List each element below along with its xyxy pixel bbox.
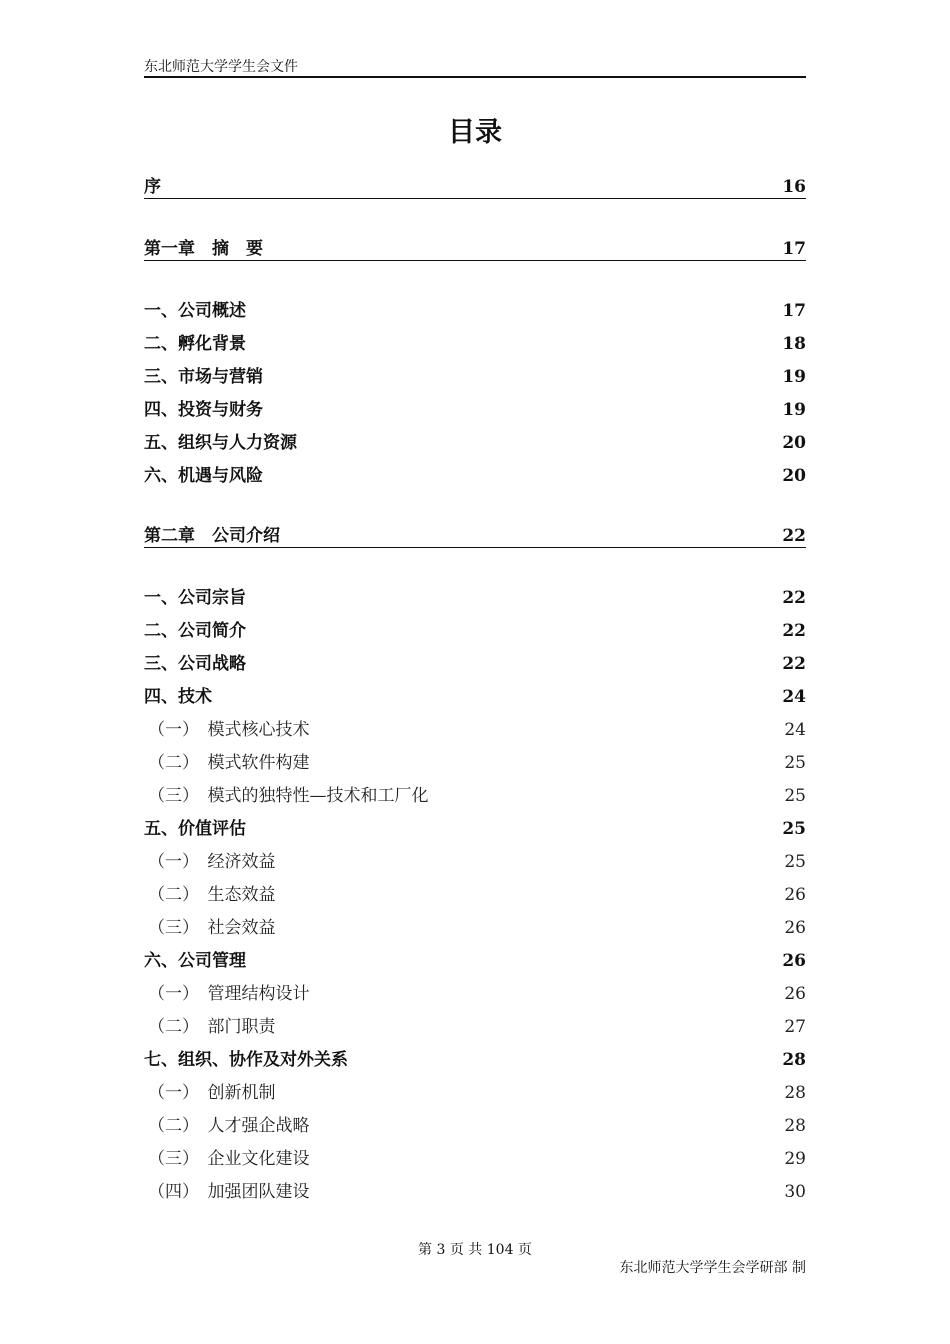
toc-entry-section[interactable] <box>144 296 806 322</box>
toc-entry-label: （三） 模式的独特性—技术和工厂化 <box>148 786 429 806</box>
toc-entry-page-number: 22 <box>782 621 806 641</box>
toc-entry-page-number: 25 <box>782 819 806 839</box>
toc-entry-label: 五、组织与人力资源 <box>144 433 297 453</box>
toc-entry-label: 序 <box>144 177 161 197</box>
toc-entry-page-number: 26 <box>784 918 806 938</box>
toc-entry-label: 七、组织、协作及对外关系 <box>144 1050 348 1070</box>
toc-entry-page-number: 22 <box>782 526 806 546</box>
toc-entry-page-number: 26 <box>782 951 806 971</box>
toc-entry-sub[interactable] <box>144 1144 806 1170</box>
toc-entry-label: （二） 部门职责 <box>148 1017 276 1037</box>
toc-entry-label: 一、公司概述 <box>144 301 246 321</box>
toc-entry-label: 二、孵化背景 <box>144 334 246 354</box>
toc-entry-label: （一） 管理结构设计 <box>148 984 310 1004</box>
toc-entry-label: 六、公司管理 <box>144 951 246 971</box>
toc-entry-page-number: 25 <box>784 753 806 773</box>
toc-entry-page-number: 16 <box>782 177 806 197</box>
toc-entry-section[interactable] <box>144 616 806 642</box>
toc-entry-page-number: 28 <box>784 1116 806 1136</box>
toc-entry-sub[interactable] <box>144 880 806 906</box>
toc-entry-page-number: 24 <box>784 720 806 740</box>
toc-entry-sub[interactable] <box>144 781 806 807</box>
toc-entry-section[interactable] <box>144 682 806 708</box>
page-title: 目录 <box>448 117 502 148</box>
toc-entry-label: 二、公司简介 <box>144 621 246 641</box>
toc-entry-chapter[interactable] <box>144 172 806 199</box>
toc-entry-label: 三、公司战略 <box>144 654 246 674</box>
toc-entry-page-number: 29 <box>784 1149 806 1169</box>
toc-entry-page-number: 19 <box>782 400 806 420</box>
toc-entry-sub[interactable] <box>144 913 806 939</box>
document-header <box>144 58 806 78</box>
toc-entry-label: （二） 生态效益 <box>148 885 276 905</box>
toc-entry-label: （三） 社会效益 <box>148 918 276 938</box>
toc-entry-page-number: 24 <box>782 687 806 707</box>
toc-entry-page-number: 20 <box>782 433 806 453</box>
toc-entry-label: 四、技术 <box>144 687 212 707</box>
footer-page-info: 第 3 页 共 104 页 <box>418 1242 532 1258</box>
toc-entry-label: （一） 经济效益 <box>148 852 276 872</box>
header-text: 东北师范大学学生会文件 <box>144 59 298 75</box>
toc-entry-sub[interactable] <box>144 1177 806 1203</box>
toc-entry-label: 四、投资与财务 <box>144 400 263 420</box>
toc-entry-section[interactable] <box>144 362 806 388</box>
toc-entry-section[interactable] <box>144 329 806 355</box>
toc-entry-page-number: 22 <box>782 654 806 674</box>
toc-entry-page-number: 27 <box>784 1017 806 1037</box>
toc-entry-label: （三） 企业文化建设 <box>148 1149 310 1169</box>
toc-entry-page-number: 30 <box>784 1182 806 1202</box>
toc-entry-section[interactable] <box>144 395 806 421</box>
toc-entry-page-number: 26 <box>784 885 806 905</box>
toc-entry-label: （二） 人才强企战略 <box>148 1116 310 1136</box>
toc-entry-label: 三、市场与营销 <box>144 367 263 387</box>
toc-entry-sub[interactable] <box>144 1012 806 1038</box>
toc-entry-page-number: 25 <box>784 786 806 806</box>
toc-entry-label: （一） 创新机制 <box>148 1083 276 1103</box>
toc-entry-page-number: 25 <box>784 852 806 872</box>
footer-org: 东北师范大学学生会学研部 制 <box>619 1260 806 1276</box>
toc-entry-page-number: 18 <box>782 334 806 354</box>
toc-entry-label: 第一章 摘 要 <box>144 239 263 259</box>
toc-entry-page-number: 28 <box>782 1050 806 1070</box>
toc-entry-chapter[interactable] <box>144 521 806 548</box>
toc-entry-label: 五、价值评估 <box>144 819 246 839</box>
toc-entry-section[interactable] <box>144 814 806 840</box>
toc-entry-page-number: 17 <box>782 239 806 259</box>
toc-entry-section[interactable] <box>144 461 806 487</box>
toc-entry-page-number: 22 <box>782 588 806 608</box>
toc-entry-chapter[interactable] <box>144 234 806 261</box>
toc-entry-section[interactable] <box>144 946 806 972</box>
toc-entry-label: 第二章 公司介绍 <box>144 526 280 546</box>
toc-entry-label: （四） 加强团队建设 <box>148 1182 310 1202</box>
toc-entry-sub[interactable] <box>144 715 806 741</box>
toc-entry-page-number: 19 <box>782 367 806 387</box>
toc-entry-page-number: 28 <box>784 1083 806 1103</box>
toc-entry-page-number: 26 <box>784 984 806 1004</box>
toc-entry-sub[interactable] <box>144 847 806 873</box>
toc-entry-section[interactable] <box>144 583 806 609</box>
toc-entry-sub[interactable] <box>144 1111 806 1137</box>
toc-entry-label: （二） 模式软件构建 <box>148 753 310 773</box>
toc-entry-section[interactable] <box>144 649 806 675</box>
toc-entry-sub[interactable] <box>144 979 806 1005</box>
toc-entry-section[interactable] <box>144 428 806 454</box>
toc-entry-label: （一） 模式核心技术 <box>148 720 310 740</box>
toc-entry-sub[interactable] <box>144 1078 806 1104</box>
toc-entry-section[interactable] <box>144 1045 806 1071</box>
toc-entry-page-number: 17 <box>782 301 806 321</box>
toc-entry-label: 一、公司宗旨 <box>144 588 246 608</box>
toc-entry-sub[interactable] <box>144 748 806 774</box>
toc-entry-page-number: 20 <box>782 466 806 486</box>
toc-entry-label: 六、机遇与风险 <box>144 466 263 486</box>
